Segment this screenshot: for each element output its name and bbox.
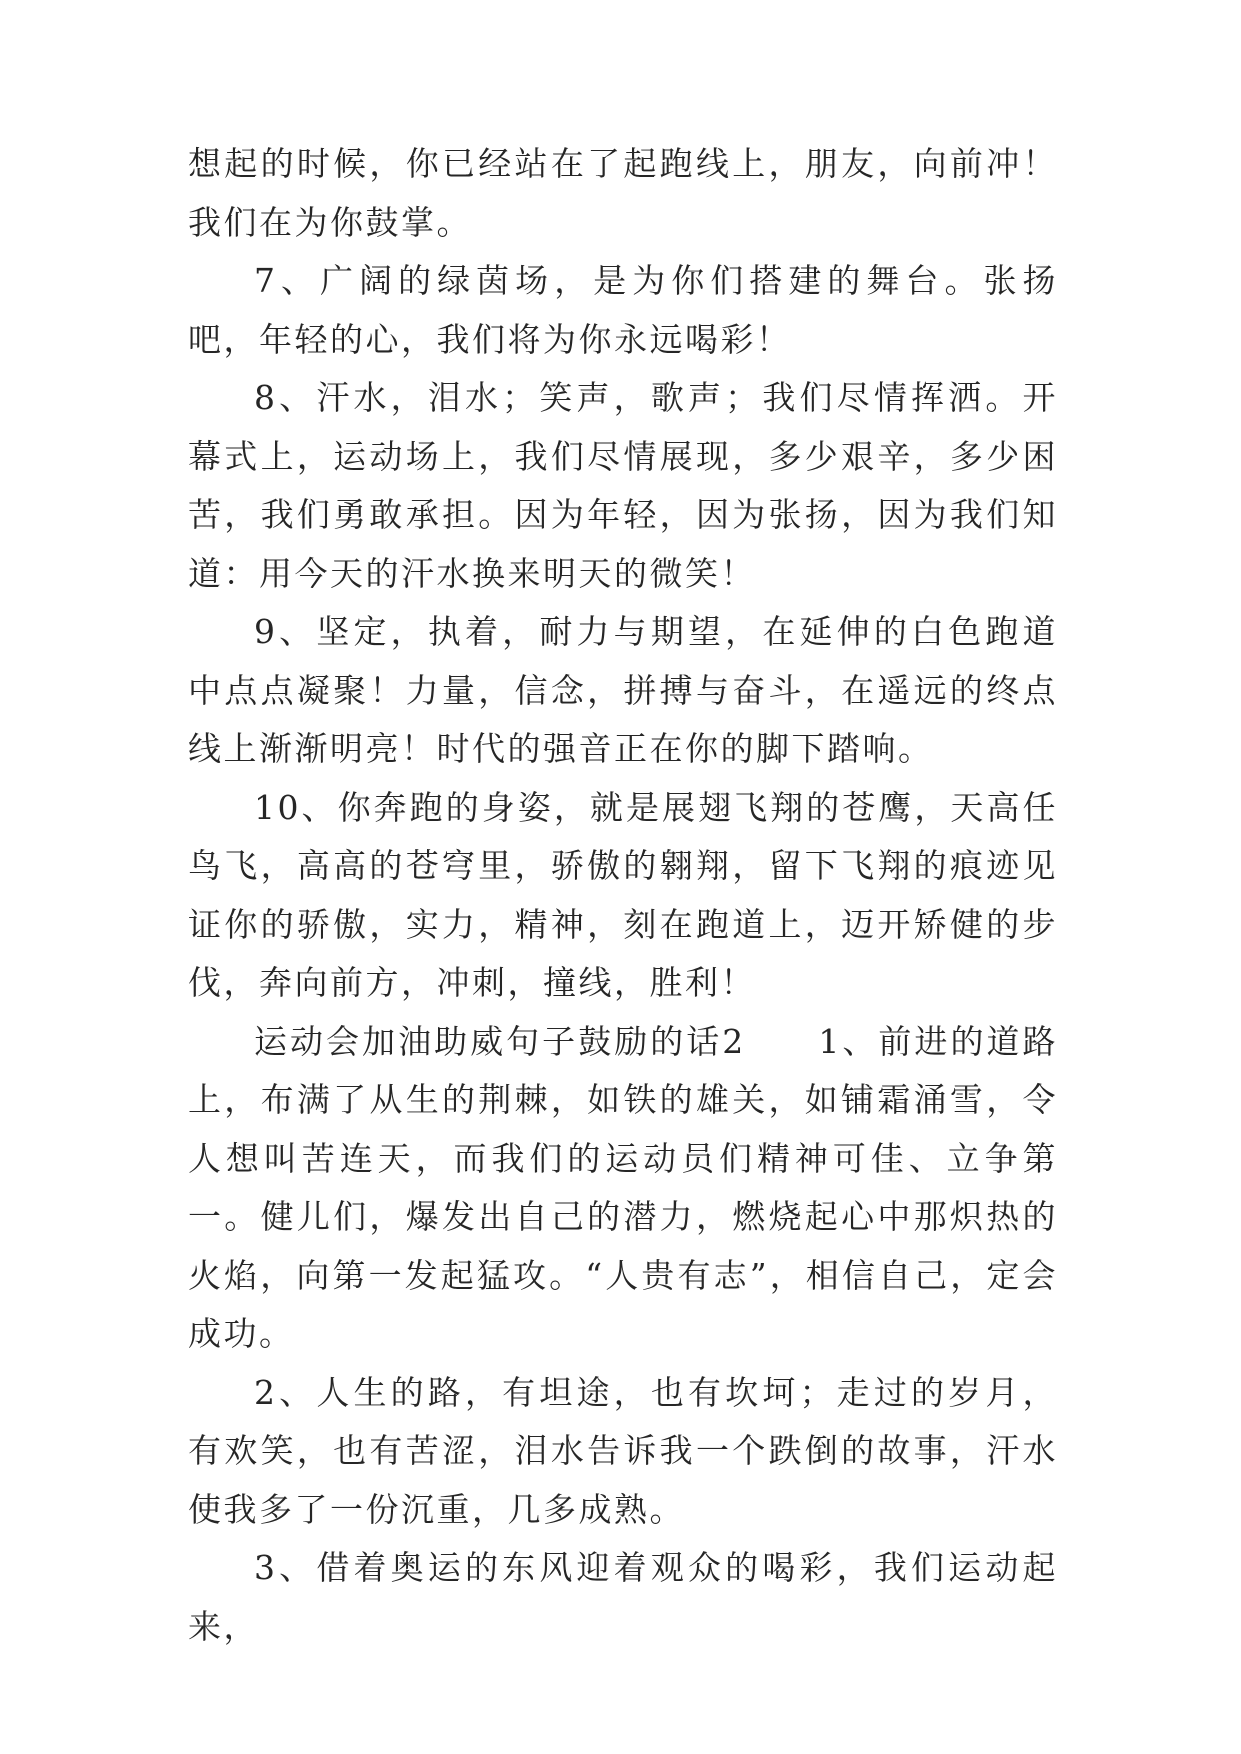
paragraph: 9、坚定，执着，耐力与期望，在延伸的白色跑道中点点凝聚！力量，信念，拼搏与奋斗，在遥远的终点线上渐渐明亮！时代的强音正在你的脚下踏响。 — [188, 612, 1058, 768]
paragraph: 10、你奔跑的身姿，就是展翅飞翔的苍鹰，天高任鸟飞，高高的苍穹里，骄傲的翱翔，留下飞翔的痕迹见证你的骄傲，实力，精神，刻在跑道上，迈开矫健的步伐，奔向前方，冲刺，撞线，胜利！ — [188, 787, 1058, 1002]
paragraph: 2、人生的路，有坦途，也有坎坷；走过的岁月，有欢笑，也有苦涩，泪水告诉我一个跌倒的故事，汗水使我多了一份沉重，几多成熟。 — [188, 1372, 1058, 1529]
paragraph: 3、借着奥运的东风迎着观众的喝彩，我们运动起来， — [188, 1548, 1058, 1646]
paragraph: 想起的时候，你已经站在了起跑线上，朋友，向前冲！我们在为你鼓掌。 — [188, 144, 1058, 242]
paragraph: 8、汗水，泪水；笑声，歌声；我们尽情挥洒。开幕式上，运动场上，我们尽情展现，多少艰辛，多少困苦，我们勇敢承担。因为年轻，因为张扬，因为我们知道：用今天的汗水换来明天的微笑！ — [188, 378, 1058, 593]
paragraph: 运动会加油助威句子鼓励的话2 1、前进的道路上，布满了从生的荆棘，如铁的雄关，如铺霜涌雪，令人想叫苦连天，而我们的运动员们精神可佳、立争第一。健儿们，爆发出自己的潜力，燃烧起心中那炽热的火焰，向第一发起猛攻。“人贵有志”，相信自己，定会成功。 — [188, 1021, 1058, 1353]
document-body — [188, 135, 1058, 1656]
paragraph: 7、广阔的绿茵场，是为你们搭建的舞台。张扬吧，年轻的心，我们将为你永远喝彩！ — [188, 261, 1058, 359]
